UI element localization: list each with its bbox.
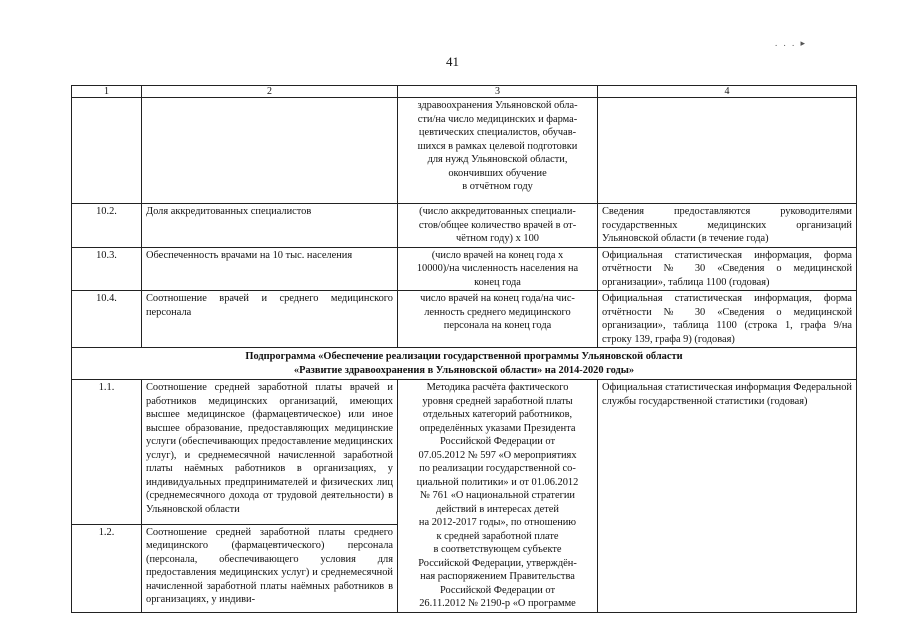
data-source: Официальная статистическая информация, форма отчётности № 30 «Сведения о медицинской организации», таблица 1100 (годовая) — [598, 247, 857, 291]
calculation-method: (число врачей на конец года х 10000)/на численность населения на конец года — [398, 247, 598, 291]
indicator-name — [142, 98, 398, 204]
table-row — [72, 291, 857, 348]
data-source: Официальная статистическая информация, форма отчётности № 30 «Сведения о медицинской организации», таблица 1100 (строка 1, графа 9/на строку 139, графа 9) (годовая) — [598, 291, 857, 348]
column-number: 1 — [72, 86, 142, 98]
indicator-name: Обеспеченность врачами на 10 тыс. населения — [142, 247, 398, 291]
data-source: Официальная статистическая информация Федеральной службы государственной статистики (годовая) — [598, 380, 857, 613]
subprogram-title: Подпрограмма «Обеспечение реализации государственной программы Ульяновской области «Развитие здравоохранения в Ульяновской области» на 2014-2020 годы» — [72, 348, 857, 380]
calculation-method: Методика расчёта фактического уровня средней заработной платы отдельных категорий работников, определённых указами Президента Российской Федерации от 07.05.2012 № 597 «О мероприятиях по реализации государственной со- циальной политики» и от 01.06.2012 № 761 «О национальной стратегии действий в интересах детей на 2012-2017 годы», по отношению к средней заработной плате в соответствующем субъекте Российской Федерации, утверждён- ная распоряжением Правительства Российской Федерации от 26.11.2012 № 2190-р «О программе — [398, 380, 598, 613]
row-number — [72, 98, 142, 204]
page-number: 41 — [446, 54, 459, 69]
column-number: 4 — [598, 86, 857, 98]
table-row — [72, 204, 857, 248]
corner-mark: . . . ▸ — [775, 38, 808, 48]
row-number: 10.3. — [72, 247, 142, 291]
data-source — [598, 98, 857, 204]
row-number: 1.2. — [72, 524, 142, 612]
table-row — [72, 380, 857, 525]
calculation-method: здравоохранения Ульяновской обла- сти/на число медицинских и фарма- цевтических специалистов, обучав- шихся в рамках целевой подготовки для нужд Ульяновской области, окончивших обучение в отчётном году — [398, 98, 598, 204]
indicators-table — [71, 85, 857, 613]
column-number: 2 — [142, 86, 398, 98]
row-number: 10.2. — [72, 204, 142, 248]
indicator-name: Соотношение средней заработной платы среднего медицинского (фармацевтического) персонала (персонала, обеспечивающего условия для предоставления медицинских услуг) и среднемесячной начисленной заработной платы наёмных работников в организациях, у индиви- — [142, 524, 398, 612]
indicator-name: Соотношение врачей и среднего медицинского персонала — [142, 291, 398, 348]
column-number: 3 — [398, 86, 598, 98]
table-row — [72, 247, 857, 291]
data-source: Сведения предоставляются руководителями государственных медицинских организаций Ульяновской области (в течение года) — [598, 204, 857, 248]
subprogram-header-row — [72, 348, 857, 380]
column-numbers-row — [72, 86, 857, 98]
calculation-method: число врачей на конец года/на чис- ленность среднего медицинского персонала на конец года — [398, 291, 598, 348]
row-number: 1.1. — [72, 380, 142, 525]
calculation-method: (число аккредитованных специали- стов/общее количество врачей в от- чётном году) х 100 — [398, 204, 598, 248]
table-row — [72, 98, 857, 204]
indicator-name: Доля аккредитованных специалистов — [142, 204, 398, 248]
indicator-name: Соотношение средней заработной платы врачей и работников медицинских организаций, имеющих высшее медицинское (фармацевтическое) или иное высшее образование, предоставляющих медицинские услуги (обеспечивающих предоставление медицинских услуг), и среднемесячной начисленной заработной платы наёмных работников в организациях, у индивидуальных предпринимателей и физических лиц (среднемесячного дохода от трудовой деятельности) в Ульяновской области — [142, 380, 398, 525]
row-number: 10.4. — [72, 291, 142, 348]
